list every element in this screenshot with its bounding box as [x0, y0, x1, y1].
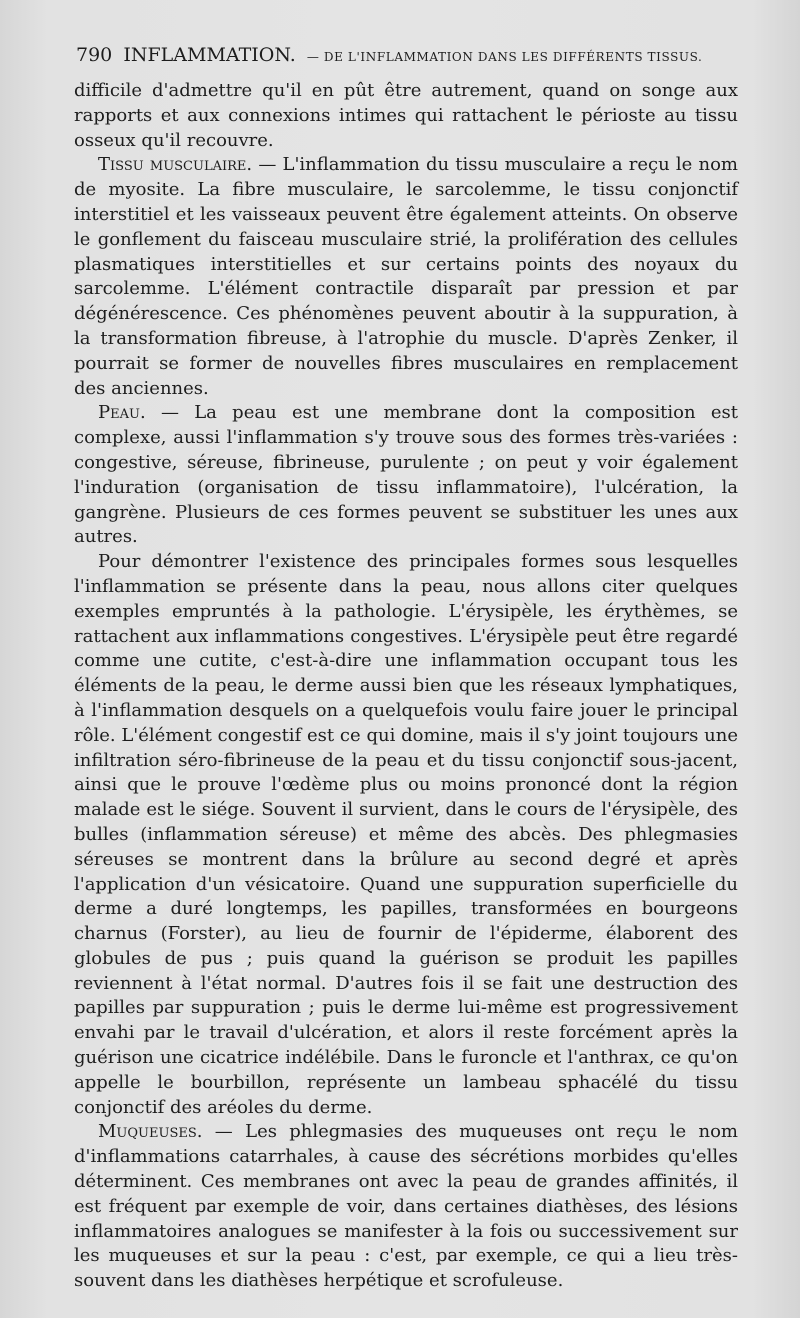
paragraph-peau — [74, 401, 738, 550]
running-header — [76, 44, 736, 74]
paragraph-text: Pour démontrer l'existence des principales formes sous lesquelles l'inflammation se présente dans la peau, nous allons citer quelques exemples empruntés à la pathologie. L'érysipèle, les érythèmes, se rattachent aux inflammations congestives. L'érysipèle peut être regardé comme une cutite, c'est-à-dire une inflammation occupant tous les éléments de la peau, le derme aussi bien que les réseaux lymphatiques, à l'inflammation desquels on a quelquefois voulu faire jouer le principal rôle. L'élément congestif est ce qui domine, mais il s'y joint toujours une infiltration séro-fibrineuse de la peau et du tissu conjonctif sous-jacent, ainsi que le prouve l'œdème plus ou moins prononcé dont la région malade est le siége. Souvent il survient, dans le cours de l'érysipèle, des bulles (inflammation séreuse) et même des abcès. Des phlegmasies séreuses se montrent dans la brûlure au second degré et après l'application d'un vésicatoire. Quand une suppuration superficielle du derme a duré longtemps, les papilles, transformées en bourgeons charnus (Forster), au lieu de fournir de l'épiderme, élaborent des globules de pus ; puis quand la guérison se produit les papilles reviennent à l'état normal. D'autres fois il se fait une destruction des papilles par suppuration ; puis le derme lui-même est progressivement envahi par le travail d'ulcération, et alors il reste forcément après la guérison une cicatrice indélébile. Dans le furoncle et l'anthrax, ce qu'on appelle le bourbillon, représente un lambeau sphacélé du tissu conjonctif des aréoles du derme. — [74, 551, 738, 1118]
running-subtitle: — DE L'INFLAMMATION DANS LES DIFFÉRENTS TISSUS. — [306, 50, 703, 64]
body-text — [74, 79, 738, 1294]
paragraph-peau-examples — [74, 550, 738, 1120]
paragraph-text: difficile d'admettre qu'il en pût être autrement, quand on songe aux rapports et aux connexions intimes qui rattachent le périoste au tissu osseux qu'il recouvre. — [74, 80, 738, 151]
paragraph-muqueuses — [74, 1120, 738, 1294]
page-number: 790 — [76, 44, 113, 66]
section-heading: Peau. — [98, 402, 146, 424]
paragraph-tissu-musculaire — [74, 153, 738, 401]
running-title: INFLAMMATION. — [123, 44, 296, 66]
paragraph-continuation — [74, 79, 738, 153]
section-heading: Muqueuses. — [98, 1121, 203, 1143]
paragraph-text: — Les phlegmasies des muqueuses ont reçu le nom d'inflammations catarrhales, à cause des sécrétions morbides qu'elles déterminent. Ces membranes ont avec la peau de grandes affinités, il est fréquent par exemple de voir, dans certaines diathèses, des lésions inflammatoires analogues se manifester à la fois ou successivement sur les muqueuses et sur la peau : c'est, par exemple, ce qui a lieu très-souvent dans les diathèses herpétique et scrofuleuse. — [74, 1121, 738, 1292]
paragraph-text: — La peau est une membrane dont la composition est complexe, aussi l'inflammation s'y trouve sous des formes très-variées : congestive, séreuse, fibrineuse, purulente ; on peut y voir également l'induration (organisation de tissu inflammatoire), l'ulcération, la gangrène. Plusieurs de ces formes peuvent se substituer les unes aux autres. — [74, 402, 738, 548]
section-heading: Tissu musculaire. — [98, 154, 253, 176]
paragraph-text: — L'inflammation du tissu musculaire a reçu le nom de myosite. La fibre musculaire, le sarcolemme, le tissu conjonctif interstitiel et les vaisseaux peuvent être également atteints. On observe le gonflement du faisceau musculaire strié, la prolifération des cellules plasmatiques interstitielles et sur certains points des noyaux du sarcolemme. L'élément contractile disparaît par pression et par dégénérescence. Ces phénomènes peuvent aboutir à la suppuration, à la transformation fibreuse, à l'atrophie du muscle. D'après Zenker, il pourrait se former de nouvelles fibres musculaires en remplacement des anciennes. — [74, 154, 739, 399]
